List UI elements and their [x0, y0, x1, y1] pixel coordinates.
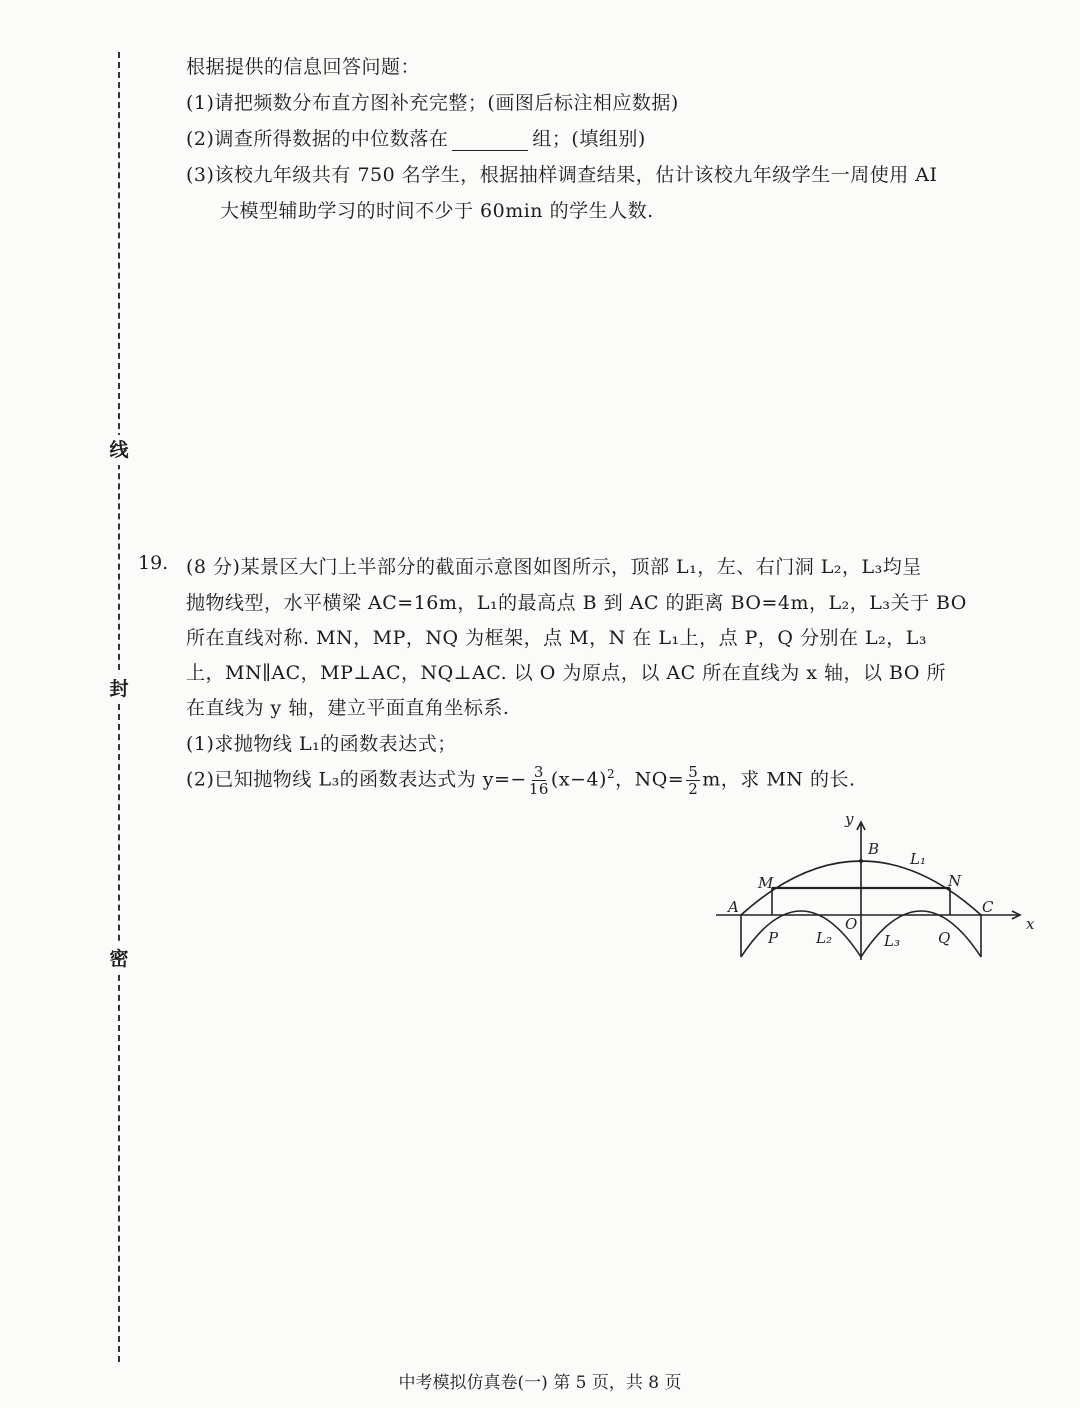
margin-char-feng: 封: [104, 674, 134, 704]
q18-part2-text-a: (2)调查所得数据的中位数落在: [186, 128, 449, 150]
frac-denominator: 2: [688, 780, 699, 798]
binding-dashed-line: [118, 52, 120, 1362]
label-P: P: [768, 929, 779, 947]
label-N: N: [948, 872, 962, 890]
exponent: 2: [606, 767, 616, 782]
q18-part2: [186, 124, 646, 151]
q19-line5: 在直线为 y 轴，建立平面直角坐标系.: [186, 697, 510, 719]
q19-sub2-text-d: m，求 MN 的长.: [702, 768, 856, 791]
q19-sub2-text-c: ，NQ=: [615, 768, 685, 791]
label-M: M: [758, 874, 774, 892]
margin-char-mi: 密: [104, 944, 134, 974]
q19-line1: (8 分)某景区大门上半部分的截面示意图如图所示，顶部 L₁，左、右门洞 L₂，L₃均呈: [186, 556, 922, 578]
label-L3: L₃: [884, 932, 900, 950]
label-B: B: [868, 840, 880, 858]
q19-sub2-text-b: (x−4): [550, 768, 607, 791]
q18-intro: 根据提供的信息回答问题：: [186, 56, 421, 78]
answer-blank[interactable]: [452, 132, 528, 151]
q18-part1: (1)请把频数分布直方图补充完整；(画图后标注相应数据): [186, 92, 679, 114]
fraction-5-2: [686, 764, 700, 797]
q19-sub2-text-a: (2)已知抛物线 L₃的函数表达式为 y=−: [186, 768, 527, 791]
label-L2: L₂: [816, 929, 832, 947]
point-B: [859, 859, 863, 863]
label-A: A: [728, 898, 739, 916]
margin-char-xian: 线: [104, 435, 134, 465]
q19-number: 19.: [138, 552, 169, 574]
label-y: y: [845, 810, 854, 828]
q19-sub2: [186, 764, 856, 797]
label-L1: L₁: [910, 850, 926, 868]
parabola-L3: [861, 911, 981, 957]
label-x: x: [1026, 915, 1035, 933]
frac-numerator: 5: [688, 763, 699, 781]
parabola-L2: [741, 911, 861, 957]
parabola-gate-figure: [710, 808, 1040, 968]
q19-line2: 抛物线型，水平横梁 AC=16m，L₁的最高点 B 到 AC 的距离 BO=4m，L₂，L₃关于 BO: [186, 592, 967, 614]
q19-line3: 所在直线对称. MN，MP，NQ 为框架，点 M，N 在 L₁上，点 P，Q 分别在 L₂，L₃: [186, 627, 928, 649]
q19-sub1: (1)求抛物线 L₁的函数表达式；: [186, 733, 457, 755]
label-C: C: [982, 898, 994, 916]
frac-denominator: 16: [528, 780, 549, 798]
q19-line4: 上，MN∥AC，MP⊥AC，NQ⊥AC. 以 O 为原点，以 AC 所在直线为 x 轴，以 BO 所: [186, 662, 946, 684]
frac-numerator: 3: [533, 763, 544, 781]
q18-part3-line2: 大模型辅助学习的时间不少于 60min 的学生人数.: [220, 200, 654, 222]
page-footer: 中考模拟仿真卷(一) 第 5 页，共 8 页: [398, 1373, 682, 1393]
fraction-3-16: [529, 764, 549, 797]
q18-part2-text-b: 组；(填组别): [532, 128, 646, 150]
label-O: O: [845, 915, 858, 933]
label-Q: Q: [938, 929, 951, 947]
q18-part3-line1: (3)该校九年级共有 750 名学生，根据抽样调查结果，估计该校九年级学生一周使用 AI: [186, 164, 938, 186]
